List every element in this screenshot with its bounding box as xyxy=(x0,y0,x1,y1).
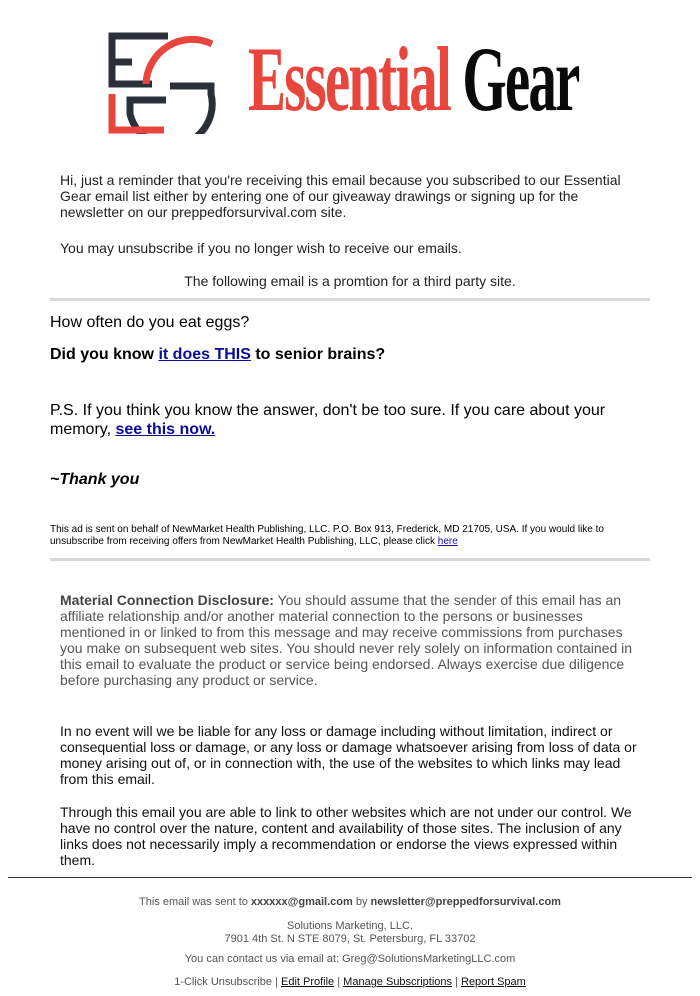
essential-gear-logo xyxy=(108,30,578,134)
unsubscribe-note: You may unsubscribe if you no longer wish to receive our emails. xyxy=(60,240,462,256)
ad-unsubscribe-here-link[interactable]: here xyxy=(437,536,458,547)
company-name: Solutions Marketing, LLC. xyxy=(287,920,413,932)
logo-wordmark: Essential Gear xyxy=(248,28,579,130)
divider xyxy=(50,298,650,301)
liability-disclaimer: In no event will we be liable for any loss or damage including without limitation, indirect or consequential loss or damage, or any loss or damage whatsoever arising from loss of data or money arising out of, or in connection with, the use of the websites to which links may lead from this email. xyxy=(60,723,637,787)
footer-divider xyxy=(8,877,692,878)
footer-links: 1-Click Unsubscribe | Edit Profile | Manage Subscriptions | Report Spam xyxy=(174,976,526,988)
sent-to-line: This email was sent to xxxxxx@gmail.com by newsletter@preppedforsurvival.com xyxy=(139,896,561,908)
eg-monogram-icon xyxy=(108,30,218,134)
ad-signoff: ~Thank you xyxy=(50,471,140,488)
edit-profile-link[interactable]: Edit Profile xyxy=(280,976,335,988)
external-links-disclaimer: Through this email you are able to link to other websites which are not under our control. We have no control over the nature, content and availability of those sites. The inclusion of any links does not necessarily imply a recommendation or endorse the views expressed within them. xyxy=(60,804,632,868)
reminder-text: Hi, just a reminder that you're receiving this email because you subscribed to our Essential Gear email list either by entering one of our giveaway drawings or signing up for the newsletter on our preppedforsurvival.com site. xyxy=(60,172,621,220)
recipient-email: xxxxxx@gmail.com xyxy=(250,896,353,908)
report-spam-link[interactable]: Report Spam xyxy=(461,976,526,988)
contact-line: You can contact us via email at: Greg@SolutionsMarketingLLC.com xyxy=(184,953,516,965)
one-click-unsubscribe-link[interactable]: 1-Click Unsubscribe xyxy=(174,976,272,988)
it-does-this-link[interactable]: it does THIS xyxy=(158,346,251,363)
divider xyxy=(50,558,650,561)
ad-question: How often do you eat eggs? xyxy=(50,314,250,331)
ad-postscript: P.S. If you think you know the answer, don't be too sure. If you care about your memory, see this now. xyxy=(50,402,606,438)
disclosure-label: Material Connection Disclosure: xyxy=(60,592,274,608)
company-address xyxy=(0,920,700,946)
sender-email: newsletter@preppedforsurvival.com xyxy=(370,896,561,908)
manage-subscriptions-link[interactable]: Manage Subscriptions xyxy=(343,976,453,988)
street-address: 7901 4th St. N STE 8079, St. Petersburg, FL 33702 xyxy=(224,933,476,945)
third-party-promo-note: The following email is a promtion for a third party site. xyxy=(184,273,516,289)
ad-sender-note: This ad is sent on behalf of NewMarket Health Publishing, LLC. P.O. Box 913, Frederick, MD 21705, USA. If you would like to unsubscribe from receiving offers from NewMarket Health Publishing, LLC, please click here xyxy=(50,524,604,547)
subscription-reminder xyxy=(60,172,640,256)
see-this-now-link[interactable]: see this now. xyxy=(115,421,216,438)
material-connection-disclosure: Material Connection Disclosure: You should assume that the sender of this email has an affiliate relationship and/or another material connection to the persons or businesses mentioned in or linked to from this message and may receive commissions from purchases you make on subsequent web sites. You should never rely solely on information contained in this email to evaluate the product or service being endorsed. Always exercise due diligence before purchasing any product or service. xyxy=(60,592,633,688)
ad-headline: Did you know it does THIS to senior brains? xyxy=(50,346,386,363)
